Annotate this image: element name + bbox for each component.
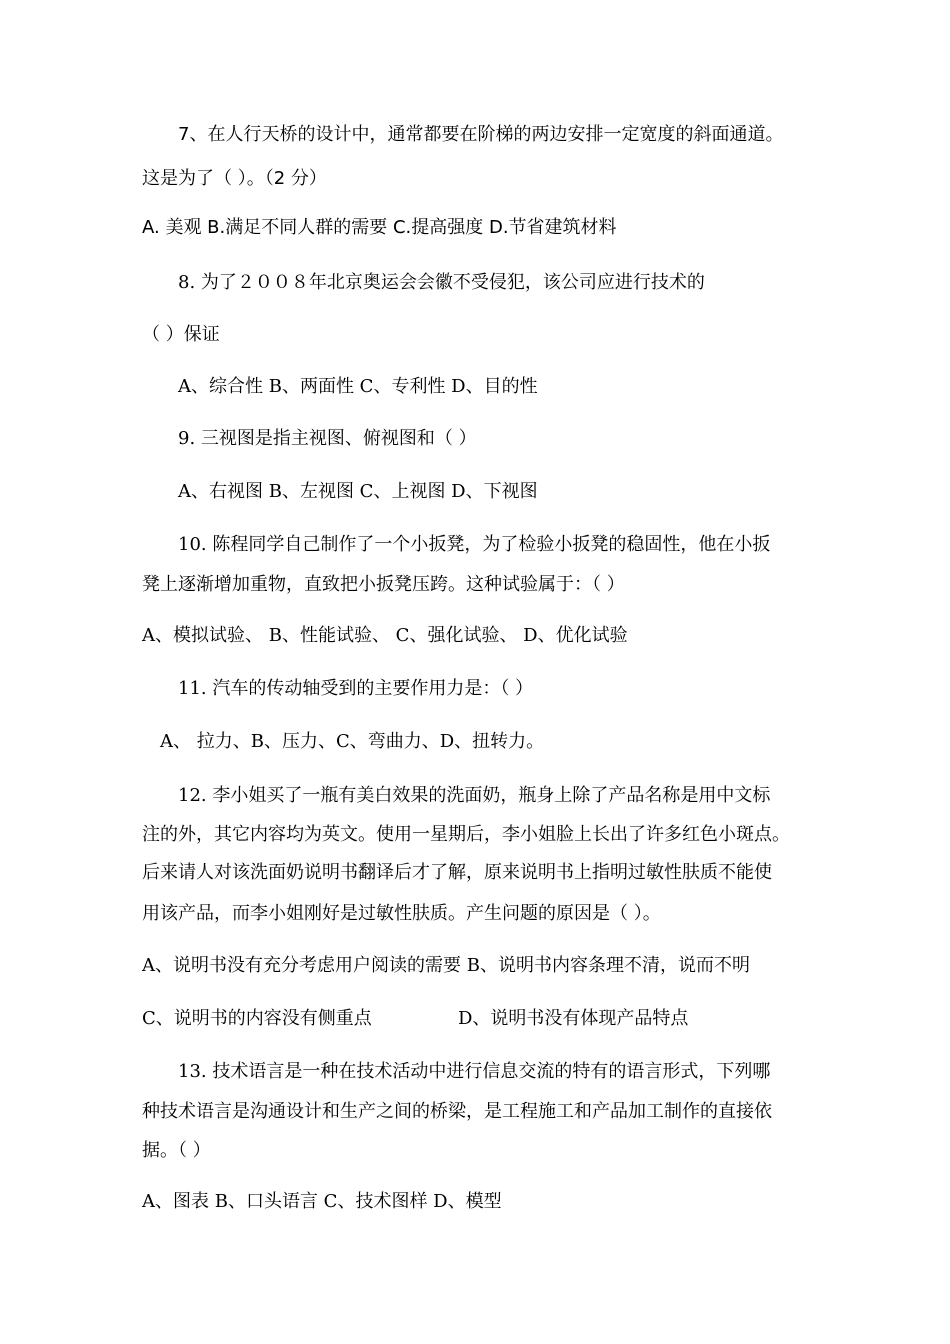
question-12-options-ab: A、说明书没有充分考虑用户阅读的需要 B、说明书内容条理不清，说而不明	[142, 955, 750, 976]
question-9-line-1: 9. 三视图是指主视图、俯视图和（ ）	[178, 428, 477, 449]
question-12-option-c: C、说明书的内容没有侧重点	[142, 1008, 372, 1029]
question-7-line-1: 7、在人行天桥的设计中，通常都要在阶梯的两边安排一定宽度的斜面通道。	[178, 124, 784, 145]
question-9-options: A、右视图 B、左视图 C、上视图 D、下视图	[178, 481, 538, 502]
question-12-option-d: D、说明书没有体现产品特点	[458, 1008, 689, 1029]
question-10-line-2: 凳上逐渐增加重物，直致把小扳凳压跨。这种试验属于：（ ）	[142, 574, 625, 595]
question-12-line-3: 后来请人对该洗面奶说明书翻译后才了解，原来说明书上指明过敏性肤质不能使	[142, 862, 772, 883]
question-13-line-2: 种技术语言是沟通设计和生产之间的桥梁，是工程施工和产品加工制作的直接依	[142, 1101, 772, 1122]
question-7-line-2: 这是为了（ ）。（2 分）	[142, 168, 327, 189]
question-8-line-1: 8. 为了２００８年北京奥运会会徽不受侵犯，该公司应进行技术的	[178, 272, 705, 293]
question-11-options: A、 拉力、B、压力、C、弯曲力、D、扭转力。	[160, 731, 545, 752]
question-7-options: A. 美观 B.满足不同人群的需要 C.提高强度 D.节省建筑材料	[142, 217, 617, 238]
question-12-line-2: 注的外，其它内容均为英文。使用一星期后，李小姐脸上长出了许多红色小斑点。	[142, 824, 790, 845]
question-12-line-4: 用该产品，而李小姐刚好是过敏性肤质。产生问题的原因是（ ）。	[142, 903, 661, 924]
question-13-options: A、图表 B、口头语言 C、技术图样 D、模型	[142, 1191, 502, 1212]
question-13-line-3: 据。（ ）	[142, 1140, 211, 1161]
question-8-options: A、综合性 B、两面性 C、专利性 D、目的性	[178, 376, 538, 397]
question-11-line-1: 11. 汽车的传动轴受到的主要作用力是：（ ）	[178, 678, 534, 699]
question-10-line-1: 10. 陈程同学自己制作了一个小扳凳，为了检验小扳凳的稳固性，他在小扳	[178, 534, 771, 555]
question-13-line-1: 13. 技术语言是一种在技术活动中进行信息交流的特有的语言形式，下列哪	[178, 1061, 771, 1082]
question-10-options: A、模拟试验、 B、性能试验、 C、强化试验、 D、优化试验	[142, 625, 628, 646]
question-12-line-1: 12. 李小姐买了一瓶有美白效果的洗面奶，瓶身上除了产品名称是用中文标	[178, 785, 771, 806]
question-8-line-2: （ ）保证	[142, 324, 220, 345]
